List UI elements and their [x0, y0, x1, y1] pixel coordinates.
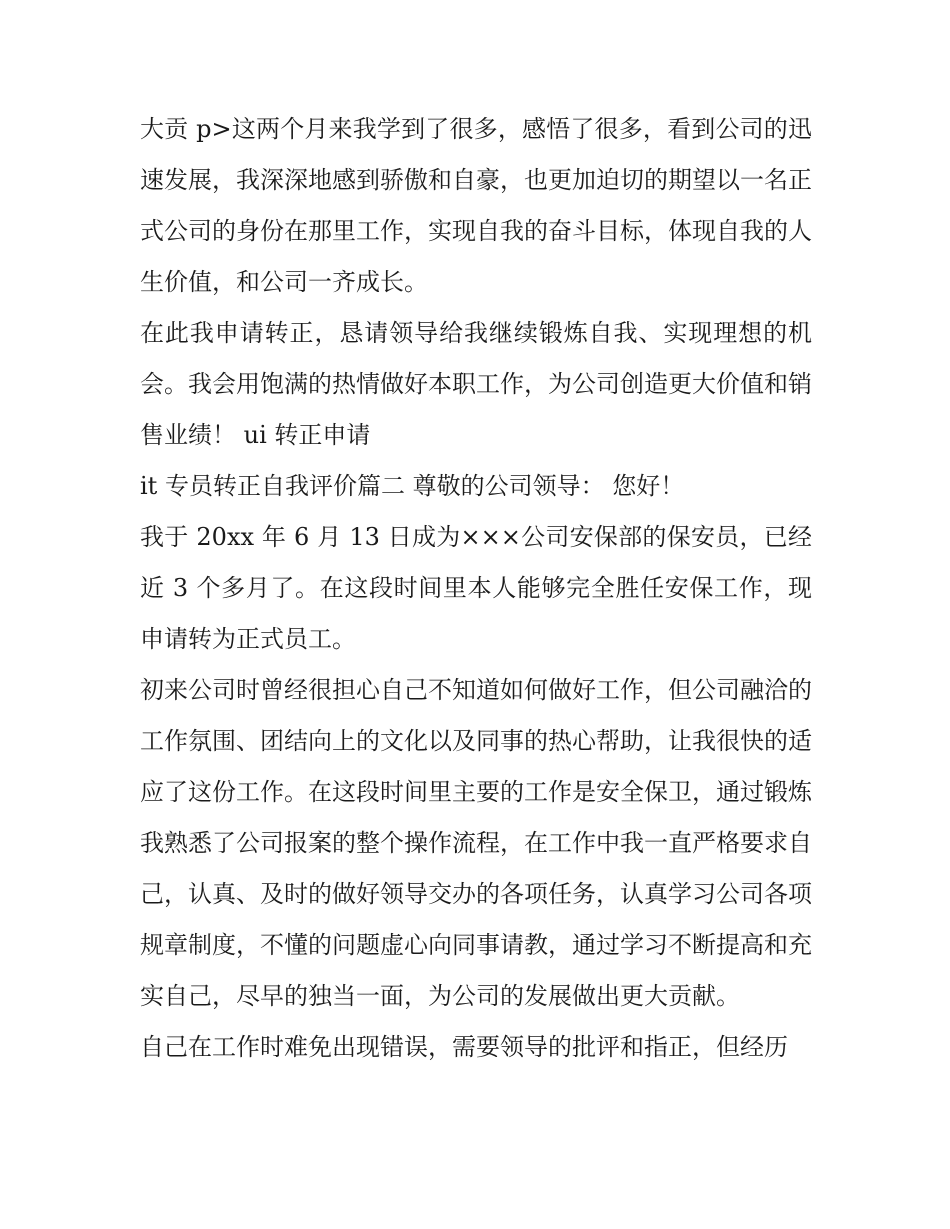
paragraph-2: 在此我申请转正，恳请领导给我继续锻炼自我、实现理想的机会。我会用饱满的热情做好本职工作，为公司创造更大价值和销售业绩！ ui 转正申请	[140, 319, 812, 449]
paragraph-5: 初来公司时曾经很担心自己不知道如何做好工作，但公司融洽的工作氛围、团结向上的文化以及同事的热心帮助，让我很快的适应了这份工作。在这段时间里主要的工作是安全保卫，通过锻炼我熟悉了公司报案的整个操作流程，在工作中我一直严格要求自己，认真、及时的做好领导交办的各项任务，认真学习公司各项规章制度，不懂的问题虚心向同事请教，通过学习不断提高和充实自己，尽早的独当一面，为公司的发展做出更大贡献。	[140, 676, 812, 1010]
document-body	[140, 104, 812, 1073]
paragraph-1: 大贡 p>这两个月来我学到了很多，感悟了很多，看到公司的迅速发展，我深深地感到骄傲和自豪，也更加迫切的期望以一名正式公司的身份在那里工作，实现自我的奋斗目标，体现自我的人生价值，和公司一齐成长。	[140, 115, 812, 296]
paragraph-6: 自己在工作时难免出现错误，需要领导的批评和指正，但经历	[140, 1033, 788, 1061]
paragraph-3: it 专员转正自我评价篇二 尊敬的公司领导： 您好！	[140, 472, 685, 500]
paragraph-4: 我于 20xx 年 6 月 13 日成为×××公司安保部的保安员，已经近 3 个多月了。在这段时间里本人能够完全胜任安保工作，现申请转为正式员工。	[140, 523, 812, 653]
